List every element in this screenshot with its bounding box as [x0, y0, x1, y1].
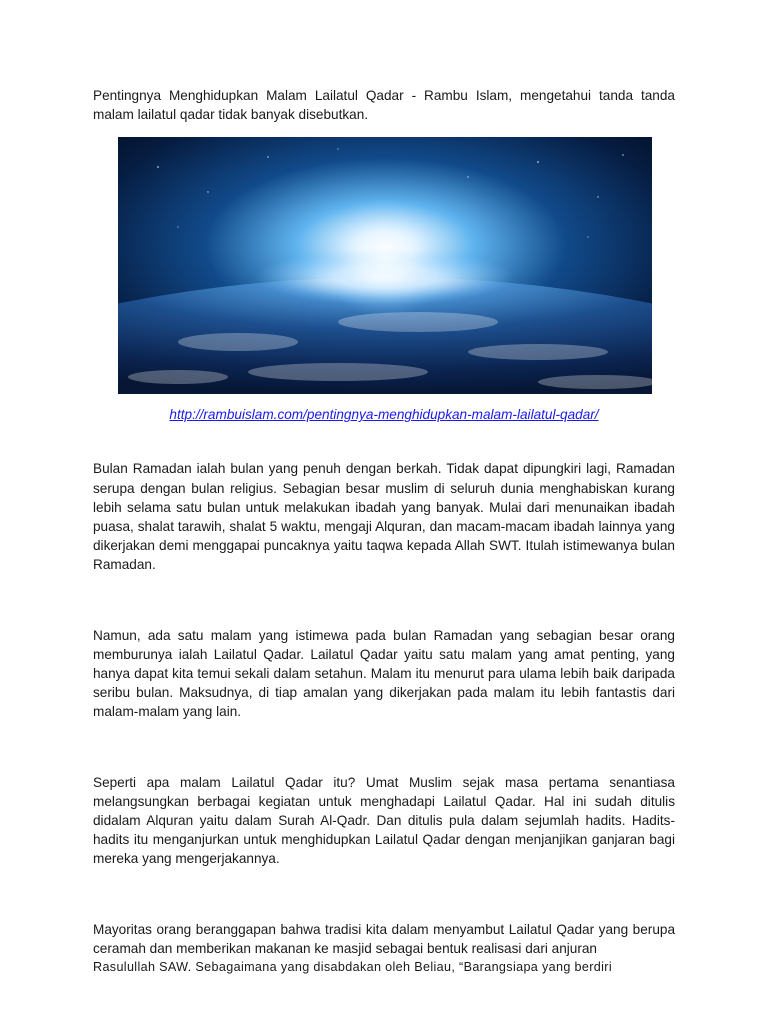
paragraph-tradisi — [93, 920, 675, 978]
paragraph-hadits: Seperti apa malam Lailatul Qadar itu? Umat Muslim sejak masa pertama senantiasa melangsungkan berbagai kegiatan untuk menghadapi Lailatul Qadar. Hal ini sudah ditulis didalam Alquran yaitu dalam Surah Al-Qadr. Dan ditulis pula dalam sejumlah hadits. Hadits-hadits itu menganjurkan untuk menghidupkan Lailatul Qadar dengan menjanjikan ganjaran bagi mereka yang mengerjakannya. — [93, 774, 675, 867]
image-caption — [93, 407, 675, 422]
document-page — [93, 86, 675, 977]
source-link[interactable]: http://rambuislam.com/pentingnya-menghidupkan-malam-lailatul-qadar/ — [169, 407, 599, 423]
paragraph-lailatul-qadar: Namun, ada satu malam yang istimewa pada bulan Ramadan yang sebagian besar orang memburunya ialah Lailatul Qadar. Lailatul Qadar yaitu satu malam yang amat penting, yang hanya dapat kita temui sekali dalam setahun. Malam itu menurut para ulama lebih baik daripada seribu bulan. Maksudnya, di tiap amalan yang dikerjakan pada malam itu lebih fantastis dari malam-malam yang lain. — [93, 627, 675, 720]
paragraph-ramadan: Bulan Ramadan ialah bulan yang penuh dengan berkah. Tidak dapat dipungkiri lagi, Ramadan serupa dengan bulan religius. Sebagian besar muslim di seluruh dunia menghabiskan kurang lebih selama satu bulan untuk melakukan ibadah yang banyak. Mulai dari menunaikan ibadah puasa, shalat tarawih, shalat 5 waktu, mengaji Alquran, dan macam-macam ibadah lainnya yang dikerjakan demi menggapai puncaknya yaitu taqwa kepada Allah SWT. Itulah istimewanya bulan Ramadan. — [93, 461, 675, 573]
intro-paragraph: Pentingnya Menghidupkan Malam Lailatul Qadar - Rambu Islam, mengetahui tanda tanda malam lailatul qadar tidak banyak disebutkan. — [93, 88, 675, 123]
paragraph-tradisi-tail: Rasulullah SAW. Sebagaimana yang disabdakan oleh Beliau, “Barangsiapa yang berdiri — [93, 960, 613, 975]
earth-horizon-image — [118, 137, 652, 394]
paragraph-tradisi-main: Mayoritas orang beranggapan bahwa tradisi kita dalam menyambut Lailatul Qadar yang berupa ceramah dan memberikan makanan ke masjid sebagai bentuk realisasi dari anjuran — [93, 921, 675, 956]
